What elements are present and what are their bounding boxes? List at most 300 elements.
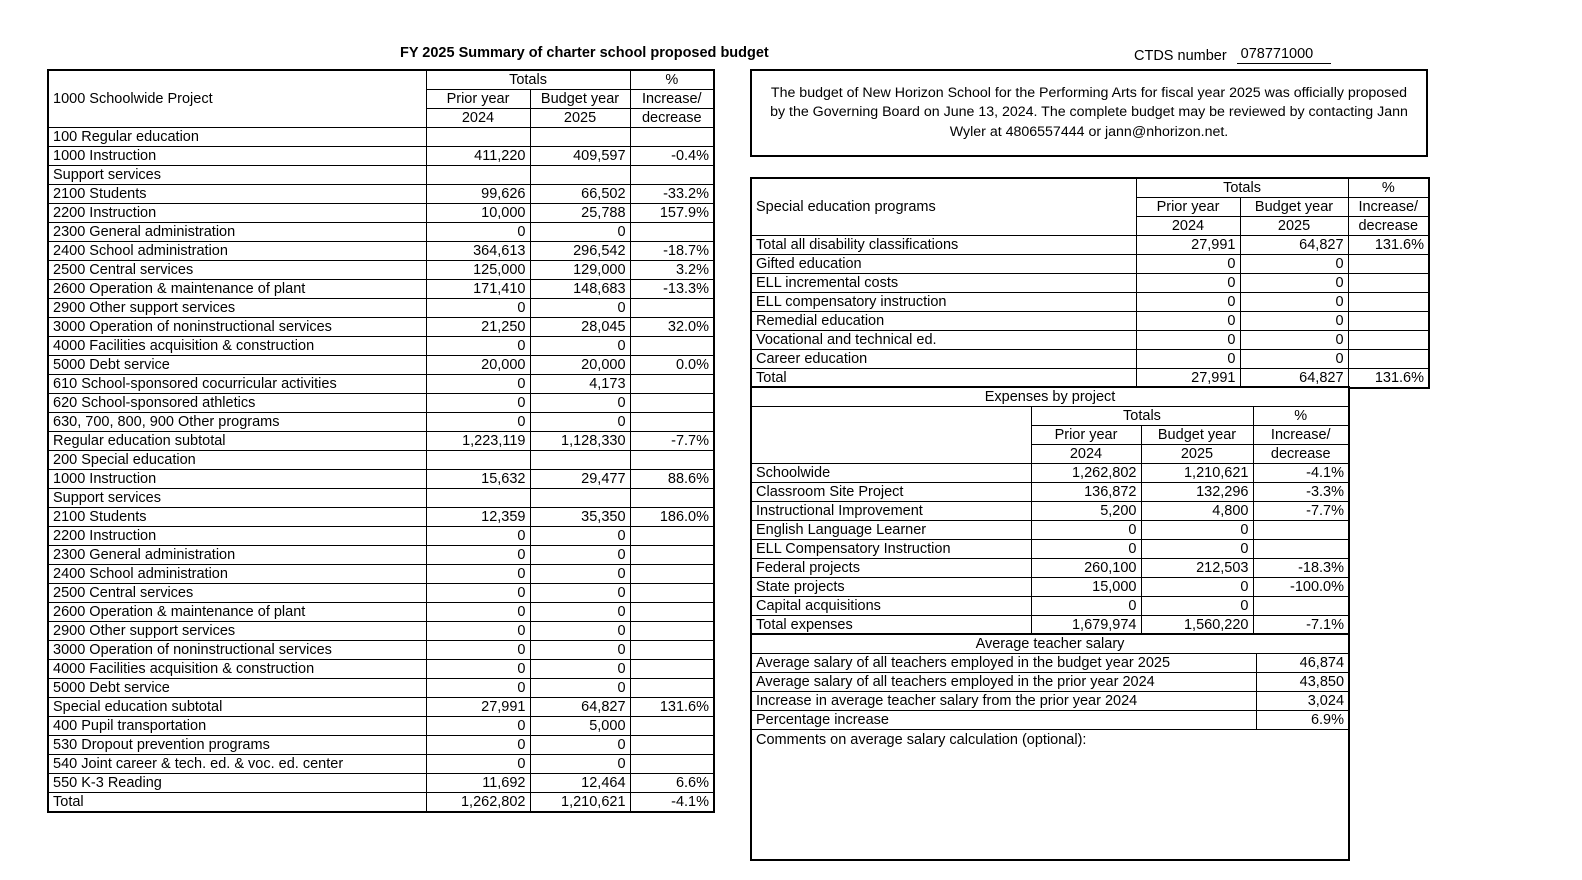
percent-change-value: 3.2% — [630, 261, 714, 280]
budget-year-value — [530, 489, 630, 508]
row-label: 2600 Operation & maintenance of plant — [48, 280, 426, 299]
prior-year-value: 0 — [426, 413, 530, 432]
row-label: Support services — [48, 166, 426, 185]
percent-change-value: -7.7% — [1253, 502, 1349, 521]
row-label: 2500 Central services — [48, 261, 426, 280]
percent-change-value: -13.3% — [630, 280, 714, 299]
budget-year-value: 0 — [1240, 293, 1348, 312]
table-row — [751, 654, 1349, 673]
prior-year-header: Prior year — [1031, 426, 1141, 445]
percent-change-value — [630, 717, 714, 736]
table-row — [48, 432, 714, 451]
budget-year-value: 64,827 — [1240, 369, 1348, 389]
budget-year-value: 0 — [530, 622, 630, 641]
table-row — [48, 660, 714, 679]
totals-header: Totals — [426, 70, 630, 90]
row-label: 2200 Instruction — [48, 204, 426, 223]
prior-year-value — [426, 451, 530, 470]
expenses-by-project-rows — [751, 464, 1349, 636]
percent-change-value: -4.1% — [630, 793, 714, 813]
percent-change-value: -7.1% — [1253, 616, 1349, 636]
budget-year-value: 0 — [1141, 578, 1253, 597]
row-label: 550 K-3 Reading — [48, 774, 426, 793]
budget-year-value — [530, 128, 630, 147]
totals-header: Totals — [1136, 178, 1348, 198]
row-label: State projects — [751, 578, 1031, 597]
ctds-number-value[interactable]: 078771000 — [1237, 46, 1332, 64]
prior-year-value: 364,613 — [426, 242, 530, 261]
row-label: ELL compensatory instruction — [751, 293, 1136, 312]
prior-year-value: 1,223,119 — [426, 432, 530, 451]
table-row — [48, 318, 714, 337]
table-row — [48, 223, 714, 242]
row-label: Average salary of all teachers employed in the budget year 2025 — [751, 654, 1256, 673]
row-label: 610 School-sponsored cocurricular activities — [48, 375, 426, 394]
table-row — [48, 603, 714, 622]
budget-year-value: 35,350 — [530, 508, 630, 527]
prior-year-value: 10,000 — [426, 204, 530, 223]
percent-change-value: 0.0% — [630, 356, 714, 375]
row-label: Support services — [48, 489, 426, 508]
row-label: 620 School-sponsored athletics — [48, 394, 426, 413]
prior-year-value: 0 — [1136, 293, 1240, 312]
salary-comments-label: Comments on average salary calculation (optional): — [756, 732, 1087, 748]
row-label: 2900 Other support services — [48, 299, 426, 318]
prior-year-value: 99,626 — [426, 185, 530, 204]
prior-year-value: 27,991 — [426, 698, 530, 717]
percent-change-value — [1348, 312, 1429, 331]
decrease-header: decrease — [1253, 445, 1349, 464]
table-row — [48, 166, 714, 185]
budget-year-value: 1,210,621 — [530, 793, 630, 813]
row-label: 2600 Operation & maintenance of plant — [48, 603, 426, 622]
budget-year-value: 0 — [530, 603, 630, 622]
budget-year-number: 2025 — [530, 109, 630, 128]
row-label: 2100 Students — [48, 508, 426, 527]
percent-change-value: 131.6% — [630, 698, 714, 717]
table-row — [48, 679, 714, 698]
percent-change-value — [630, 641, 714, 660]
increase-header: Increase/ — [630, 90, 714, 109]
percent-header: % — [630, 70, 714, 90]
budget-year-value: 1,560,220 — [1141, 616, 1253, 636]
row-label: 1000 Instruction — [48, 470, 426, 489]
prior-year-value: 15,632 — [426, 470, 530, 489]
ctds-number-field — [1134, 46, 1331, 64]
budget-year-value: 29,477 — [530, 470, 630, 489]
budget-year-value: 0 — [530, 641, 630, 660]
row-label: Federal projects — [751, 559, 1031, 578]
row-label: 400 Pupil transportation — [48, 717, 426, 736]
row-label: Average salary of all teachers employed in the prior year 2024 — [751, 673, 1256, 692]
table-row — [48, 622, 714, 641]
prior-year-value: 5,200 — [1031, 502, 1141, 521]
budget-year-header: Budget year — [1141, 426, 1253, 445]
table-header-row — [751, 407, 1349, 426]
row-label: 2400 School administration — [48, 565, 426, 584]
percent-change-value: 157.9% — [630, 204, 714, 223]
percent-change-value — [1348, 331, 1429, 350]
row-label: 3000 Operation of noninstructional services — [48, 641, 426, 660]
table-row — [751, 673, 1349, 692]
row-label: 200 Special education — [48, 451, 426, 470]
row-label: 2200 Instruction — [48, 527, 426, 546]
table-row — [751, 350, 1429, 369]
prior-year-value: 136,872 — [1031, 483, 1141, 502]
prior-year-value: 0 — [1136, 274, 1240, 293]
table-header-row — [48, 70, 714, 90]
table-row — [48, 128, 714, 147]
table-row — [751, 255, 1429, 274]
percent-change-value — [1348, 274, 1429, 293]
average-teacher-salary-table — [750, 633, 1348, 861]
table-row — [48, 584, 714, 603]
budget-year-value: 4,173 — [530, 375, 630, 394]
prior-year-value: 0 — [426, 394, 530, 413]
percent-change-value — [1253, 521, 1349, 540]
table-row — [751, 483, 1349, 502]
percent-change-value — [630, 413, 714, 432]
budget-year-value: 0 — [1141, 597, 1253, 616]
budget-year-value: 20,000 — [530, 356, 630, 375]
budget-year-value: 4,800 — [1141, 502, 1253, 521]
percent-change-value: 6.6% — [630, 774, 714, 793]
budget-year-value: 0 — [1141, 540, 1253, 559]
percent-change-value: -100.0% — [1253, 578, 1349, 597]
row-label: Remedial education — [751, 312, 1136, 331]
row-label: 2900 Other support services — [48, 622, 426, 641]
table-row — [48, 394, 714, 413]
row-label: Total expenses — [751, 616, 1031, 636]
average-teacher-salary-rows — [751, 654, 1349, 730]
budget-year-value: 0 — [1240, 331, 1348, 350]
row-label: 2400 School administration — [48, 242, 426, 261]
prior-year-number: 2024 — [1031, 445, 1141, 464]
budget-year-value: 0 — [530, 223, 630, 242]
row-label: Regular education subtotal — [48, 432, 426, 451]
table-row — [48, 451, 714, 470]
table-header-row — [751, 178, 1429, 198]
budget-year-value: 28,045 — [530, 318, 630, 337]
prior-year-number: 2024 — [1136, 217, 1240, 236]
percent-change-value: -18.3% — [1253, 559, 1349, 578]
table-row — [48, 242, 714, 261]
budget-year-value: 0 — [530, 337, 630, 356]
table-row — [48, 565, 714, 584]
percent-change-value — [630, 394, 714, 413]
budget-year-value: 212,503 — [1141, 559, 1253, 578]
budget-year-value: 148,683 — [530, 280, 630, 299]
budget-year-value: 0 — [530, 679, 630, 698]
prior-year-value: 0 — [426, 337, 530, 356]
schoolwide-project-table — [47, 69, 715, 813]
table-row — [48, 147, 714, 166]
row-label: Capital acquisitions — [751, 597, 1031, 616]
prior-year-value: 21,250 — [426, 318, 530, 337]
row-label: 5000 Debt service — [48, 679, 426, 698]
row-value: 3,024 — [1256, 692, 1349, 711]
percent-change-value — [630, 584, 714, 603]
prior-year-value: 125,000 — [426, 261, 530, 280]
table-row — [48, 698, 714, 717]
percent-change-value — [630, 489, 714, 508]
prior-year-value: 0 — [426, 736, 530, 755]
decrease-header: decrease — [1348, 217, 1429, 236]
percent-change-value — [630, 451, 714, 470]
budget-statement-box — [750, 69, 1428, 157]
prior-year-value: 0 — [426, 223, 530, 242]
prior-year-value: 0 — [426, 375, 530, 394]
prior-year-header: Prior year — [426, 90, 530, 109]
percent-change-value — [630, 546, 714, 565]
prior-year-value: 0 — [426, 660, 530, 679]
budget-year-value: 64,827 — [530, 698, 630, 717]
table-row — [48, 736, 714, 755]
row-label: Instructional Improvement — [751, 502, 1031, 521]
expenses-by-project-title: Expenses by project — [751, 387, 1349, 407]
row-label: 5000 Debt service — [48, 356, 426, 375]
increase-header: Increase/ — [1348, 198, 1429, 217]
budget-year-value: 25,788 — [530, 204, 630, 223]
percent-change-value — [1348, 350, 1429, 369]
table-row — [751, 692, 1349, 711]
percent-change-value — [1348, 293, 1429, 312]
budget-year-value: 0 — [530, 413, 630, 432]
prior-year-value: 0 — [1136, 350, 1240, 369]
table-row — [751, 236, 1429, 255]
percent-change-value — [630, 603, 714, 622]
ctds-number-label: CTDS number — [1134, 47, 1227, 64]
budget-year-value: 0 — [530, 546, 630, 565]
row-label: 2100 Students — [48, 185, 426, 204]
percent-change-value: -18.7% — [630, 242, 714, 261]
budget-year-value: 0 — [530, 736, 630, 755]
budget-year-value: 0 — [530, 565, 630, 584]
decrease-header: decrease — [630, 109, 714, 128]
budget-year-value: 0 — [530, 299, 630, 318]
prior-year-value: 0 — [1031, 540, 1141, 559]
table-row — [751, 502, 1349, 521]
row-label: 1000 Instruction — [48, 147, 426, 166]
prior-year-value: 0 — [426, 641, 530, 660]
percent-change-value — [630, 166, 714, 185]
budget-year-value: 409,597 — [530, 147, 630, 166]
percent-change-value — [630, 375, 714, 394]
prior-year-value: 260,100 — [1031, 559, 1141, 578]
table-row — [751, 464, 1349, 483]
budget-year-value: 0 — [1240, 255, 1348, 274]
table-row — [751, 293, 1429, 312]
prior-year-value: 1,262,802 — [1031, 464, 1141, 483]
prior-year-value: 0 — [426, 565, 530, 584]
percent-header: % — [1348, 178, 1429, 198]
prior-year-value: 0 — [1136, 255, 1240, 274]
row-label: Percentage increase — [751, 711, 1256, 730]
prior-year-value: 11,692 — [426, 774, 530, 793]
table-row — [48, 261, 714, 280]
prior-year-value: 0 — [426, 717, 530, 736]
table-row — [48, 413, 714, 432]
budget-year-header: Budget year — [530, 90, 630, 109]
percent-change-value — [630, 660, 714, 679]
table-row — [48, 489, 714, 508]
budget-year-value: 129,000 — [530, 261, 630, 280]
prior-year-value: 0 — [426, 584, 530, 603]
prior-year-value: 0 — [426, 527, 530, 546]
row-label: 2300 General administration — [48, 546, 426, 565]
prior-year-value: 27,991 — [1136, 369, 1240, 389]
page-title: FY 2025 Summary of charter school proposed budget — [400, 45, 769, 61]
table-row — [48, 204, 714, 223]
row-label: ELL incremental costs — [751, 274, 1136, 293]
special-education-programs-rows — [751, 236, 1429, 389]
percent-header: % — [1253, 407, 1349, 426]
percent-change-value — [630, 679, 714, 698]
prior-year-value: 27,991 — [1136, 236, 1240, 255]
expenses-label-spacer — [751, 407, 1031, 464]
table-row — [751, 540, 1349, 559]
percent-change-value: -4.1% — [1253, 464, 1349, 483]
row-label: 2500 Central services — [48, 584, 426, 603]
row-label: Total — [48, 793, 426, 813]
expenses-by-project-table — [750, 386, 1348, 636]
budget-year-value: 296,542 — [530, 242, 630, 261]
row-label: Gifted education — [751, 255, 1136, 274]
table-row — [751, 597, 1349, 616]
prior-year-value: 0 — [426, 546, 530, 565]
percent-change-value: -0.4% — [630, 147, 714, 166]
percent-change-value — [630, 527, 714, 546]
table-row — [48, 527, 714, 546]
table-row — [48, 299, 714, 318]
prior-year-value — [426, 166, 530, 185]
percent-change-value: 88.6% — [630, 470, 714, 489]
percent-change-value — [630, 128, 714, 147]
average-teacher-salary-title: Average teacher salary — [751, 634, 1349, 654]
percent-change-value — [1253, 597, 1349, 616]
table-row — [751, 578, 1349, 597]
prior-year-value: 12,359 — [426, 508, 530, 527]
comments-row — [751, 730, 1349, 861]
row-label: 540 Joint career & tech. ed. & voc. ed. center — [48, 755, 426, 774]
percent-change-value: 32.0% — [630, 318, 714, 337]
table-row — [48, 717, 714, 736]
table-row — [48, 280, 714, 299]
row-value: 46,874 — [1256, 654, 1349, 673]
budget-year-value: 5,000 — [530, 717, 630, 736]
salary-comments-cell[interactable] — [751, 730, 1349, 861]
percent-change-value: 131.6% — [1348, 236, 1429, 255]
budget-year-header: Budget year — [1240, 198, 1348, 217]
budget-year-number: 2025 — [1240, 217, 1348, 236]
budget-year-value: 0 — [530, 755, 630, 774]
row-label: Classroom Site Project — [751, 483, 1031, 502]
row-label: 4000 Facilities acquisition & construction — [48, 660, 426, 679]
prior-year-value: 15,000 — [1031, 578, 1141, 597]
row-label: 100 Regular education — [48, 128, 426, 147]
budget-year-value: 0 — [1240, 350, 1348, 369]
prior-year-value: 0 — [1031, 597, 1141, 616]
percent-change-value — [630, 223, 714, 242]
row-label: 4000 Facilities acquisition & construction — [48, 337, 426, 356]
row-label: 630, 700, 800, 900 Other programs — [48, 413, 426, 432]
row-label: 2300 General administration — [48, 223, 426, 242]
prior-year-header: Prior year — [1136, 198, 1240, 217]
table-title-row — [751, 387, 1349, 407]
table-row — [48, 337, 714, 356]
increase-header: Increase/ — [1253, 426, 1349, 445]
row-label: English Language Learner — [751, 521, 1031, 540]
row-label: Vocational and technical ed. — [751, 331, 1136, 350]
row-label: Total — [751, 369, 1136, 389]
table-row — [751, 559, 1349, 578]
prior-year-value: 0 — [1136, 331, 1240, 350]
table-row — [48, 356, 714, 375]
prior-year-value: 0 — [426, 603, 530, 622]
row-label: Career education — [751, 350, 1136, 369]
row-label: ELL Compensatory Instruction — [751, 540, 1031, 559]
percent-change-value — [630, 736, 714, 755]
prior-year-value: 171,410 — [426, 280, 530, 299]
prior-year-value: 0 — [426, 622, 530, 641]
percent-change-value: -3.3% — [1253, 483, 1349, 502]
budget-year-value: 1,128,330 — [530, 432, 630, 451]
prior-year-value — [426, 489, 530, 508]
schoolwide-project-rows — [48, 128, 714, 813]
table-row — [751, 521, 1349, 540]
table-row — [48, 508, 714, 527]
row-label: Schoolwide — [751, 464, 1031, 483]
table-row — [751, 274, 1429, 293]
budget-year-value: 0 — [530, 584, 630, 603]
budget-year-value: 0 — [1141, 521, 1253, 540]
budget-year-value: 0 — [530, 527, 630, 546]
prior-year-number: 2024 — [426, 109, 530, 128]
budget-year-value: 12,464 — [530, 774, 630, 793]
prior-year-value: 1,262,802 — [426, 793, 530, 813]
percent-change-value — [630, 755, 714, 774]
row-label: Special education subtotal — [48, 698, 426, 717]
prior-year-value: 0 — [1136, 312, 1240, 331]
table-row — [751, 711, 1349, 730]
budget-year-value: 1,210,621 — [1141, 464, 1253, 483]
budget-year-value: 66,502 — [530, 185, 630, 204]
percent-change-value — [1253, 540, 1349, 559]
budget-year-number: 2025 — [1141, 445, 1253, 464]
budget-year-value: 132,296 — [1141, 483, 1253, 502]
table-row — [48, 774, 714, 793]
table-row — [48, 185, 714, 204]
table-row — [751, 331, 1429, 350]
table-row — [48, 793, 714, 813]
prior-year-value: 1,679,974 — [1031, 616, 1141, 636]
row-value: 6.9% — [1256, 711, 1349, 730]
budget-year-value — [530, 166, 630, 185]
percent-change-value: 186.0% — [630, 508, 714, 527]
percent-change-value — [1348, 255, 1429, 274]
budget-year-value: 0 — [1240, 274, 1348, 293]
percent-change-value: -7.7% — [630, 432, 714, 451]
percent-change-value — [630, 337, 714, 356]
table-row — [48, 755, 714, 774]
special-education-programs-title: Special education programs — [751, 178, 1136, 236]
budget-year-value: 0 — [1240, 312, 1348, 331]
row-label: Total all disability classifications — [751, 236, 1136, 255]
row-label: 3000 Operation of noninstructional services — [48, 318, 426, 337]
table-row — [48, 375, 714, 394]
row-label: Increase in average teacher salary from the prior year 2024 — [751, 692, 1256, 711]
percent-change-value — [630, 565, 714, 584]
